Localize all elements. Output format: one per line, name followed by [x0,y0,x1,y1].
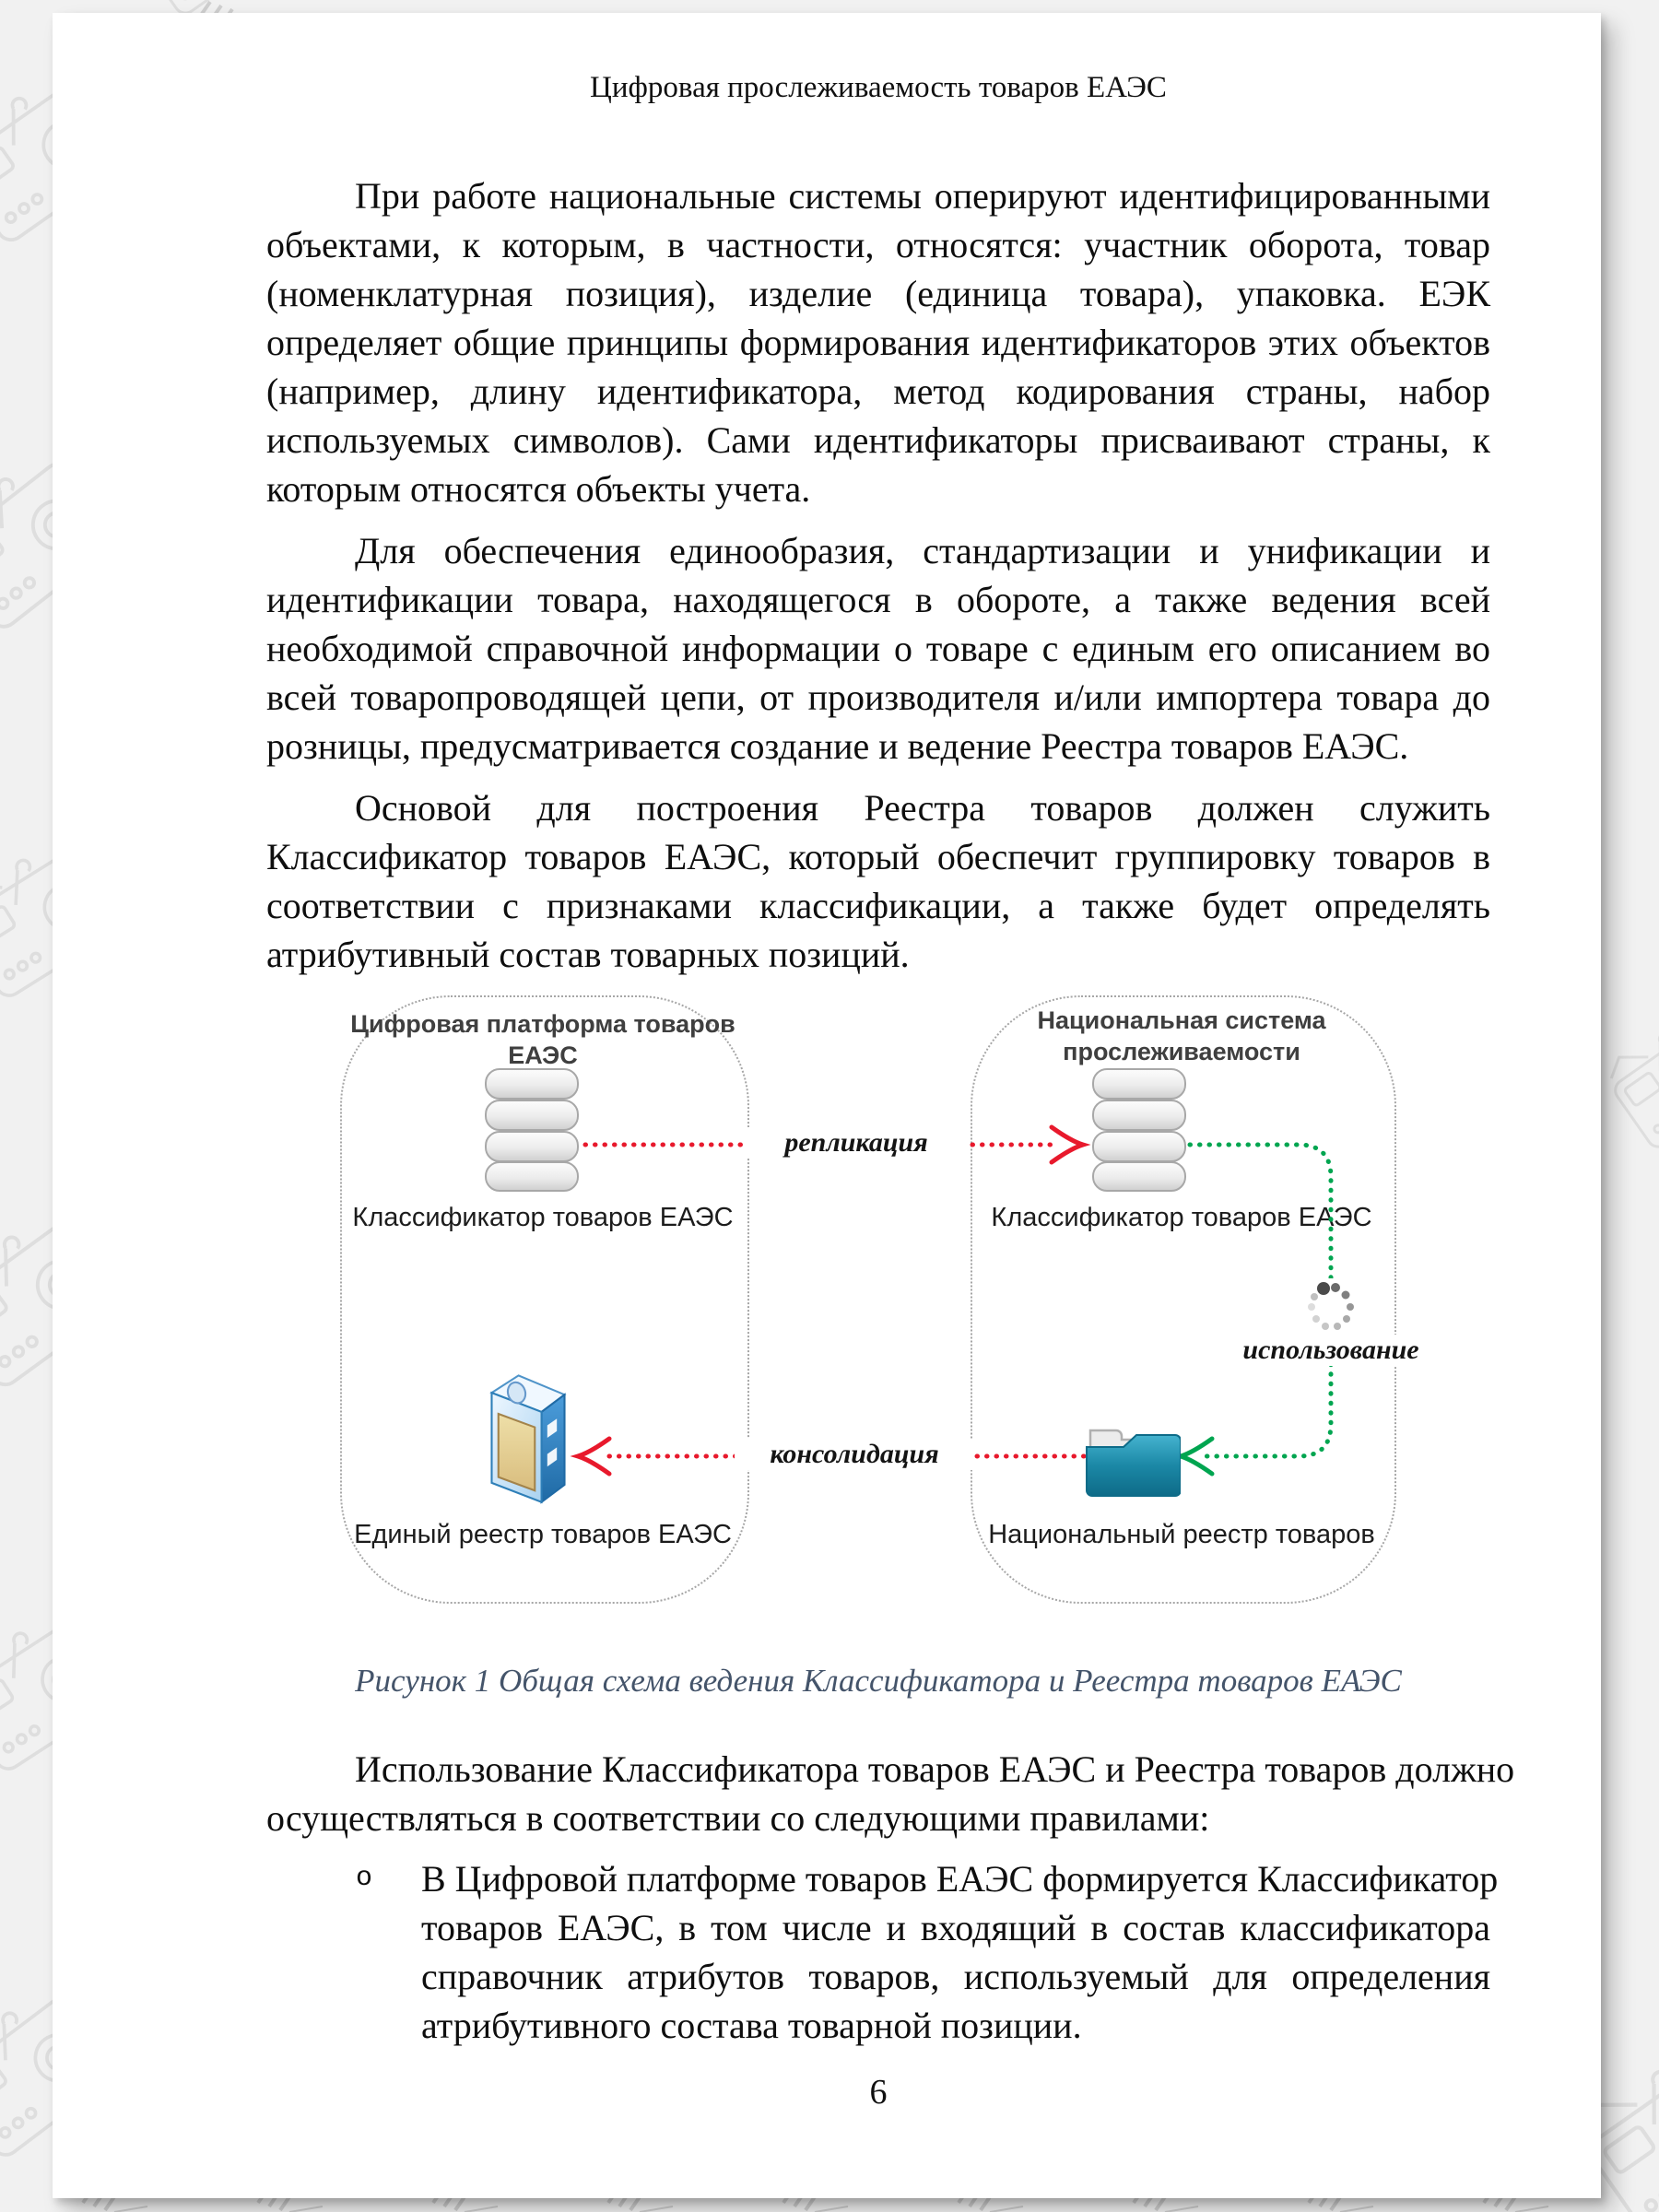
usage-arrow-label: использование [1211,1335,1451,1366]
paragraph [266,783,1490,979]
text-line: (номенклатурная позиция), изделие (единица товара), упаковка. ЕЭК [266,273,1490,314]
text-line: которым относятся объекты учета. [266,468,811,510]
text-line: товаров ЕАЭС, в том числе и входящий в состав классификатора [421,1907,1490,1948]
running-header: Цифровая прослеживаемость товаров ЕАЭС [590,71,1167,104]
right-box-title-line2: прослеживаемости [1063,1038,1300,1065]
text-line: В Цифровой платформе товаров ЕАЭС формируется Классификатор [421,1858,1499,1900]
text-line: определяет общие принципы формирования идентификаторов этих объектов [266,322,1490,363]
text-line: объектами, к которым, в частности, относятся: участник оборота, товар [266,224,1490,265]
paragraph [266,171,1490,513]
left-box-title: Цифровая платформа товаров ЕАЭС [350,1010,735,1069]
text-line: Основой для построения Реестра товаров должен служить [355,787,1490,829]
text-line: Для обеспечения единообразия, стандартизации и унификации и [355,530,1490,571]
bullet-text [421,1854,1499,2050]
paragraph [266,1745,1515,1842]
text-line: необходимой справочной информации о товаре с единым его описанием во [266,628,1490,669]
text-line: Классификатор товаров ЕАЭС, который обеспечит группировку товаров в [266,836,1490,877]
text-line: Использование Классификатора товаров ЕАЭС и Реестра товаров должно [355,1748,1515,1790]
replication-arrow-label: репликация [746,1127,967,1159]
text-line: соответствии с признаками классификации, а также будет определять [266,885,1490,926]
figure-caption: Рисунок 1 Общая схема ведения Классификатора и Реестра товаров ЕАЭС [355,1663,1402,1699]
body-text [266,171,1490,979]
text-line: (например, длину идентификатора, метод кодирования страны, набор [266,371,1490,412]
replication-arrowhead-icon [1052,1127,1083,1162]
text-line: атрибутивный состав товарных позиций. [266,934,910,975]
text-line: розницы, предусматривается создание и ведение Реестра товаров ЕАЭС. [266,725,1409,767]
figure-1-diagram [340,995,1419,1609]
left-db-label: Классификатор товаров ЕАЭС [352,1203,734,1232]
text-line: идентификации товара, находящегося в обороте, а также ведения всей [266,579,1490,620]
database-icon [484,1067,580,1193]
text-line: атрибутивного состава товарной позиции. [421,2005,1082,2046]
folder-icon [1083,1419,1181,1497]
database-icon [1091,1067,1187,1193]
consolidation-arrow-label: консолидация [735,1439,974,1470]
text-line: При работе национальные системы оперируют идентифицированными [355,175,1490,217]
document-page [53,13,1601,2198]
text-line: осуществляться в соответствии со следующими правилами: [266,1797,1210,1839]
national-register-label: Национальный реестр товаров [988,1520,1375,1549]
spinner-icon [1301,1277,1360,1336]
consolidation-arrowhead-icon [578,1439,609,1474]
right-box-title-line1: Национальная система [1037,1006,1326,1034]
bullet-marker: o [356,1863,373,1894]
text-line: справочник атрибутов товаров, используемый для определения [421,1956,1490,1997]
page-number: 6 [869,2073,888,2112]
software-box-icon [478,1366,578,1510]
paragraph [266,526,1490,771]
unified-register-label: Единый реестр товаров ЕАЭС [354,1520,732,1549]
right-db-label: Классификатор товаров ЕАЭС [991,1203,1372,1232]
bullet-item [266,1854,1499,2050]
text-line: используемых символов). Сами идентификаторы присваивают страны, к [266,419,1490,461]
text-line: всей товаропроводящей цепи, от производителя и/или импортера товара до [266,677,1490,718]
